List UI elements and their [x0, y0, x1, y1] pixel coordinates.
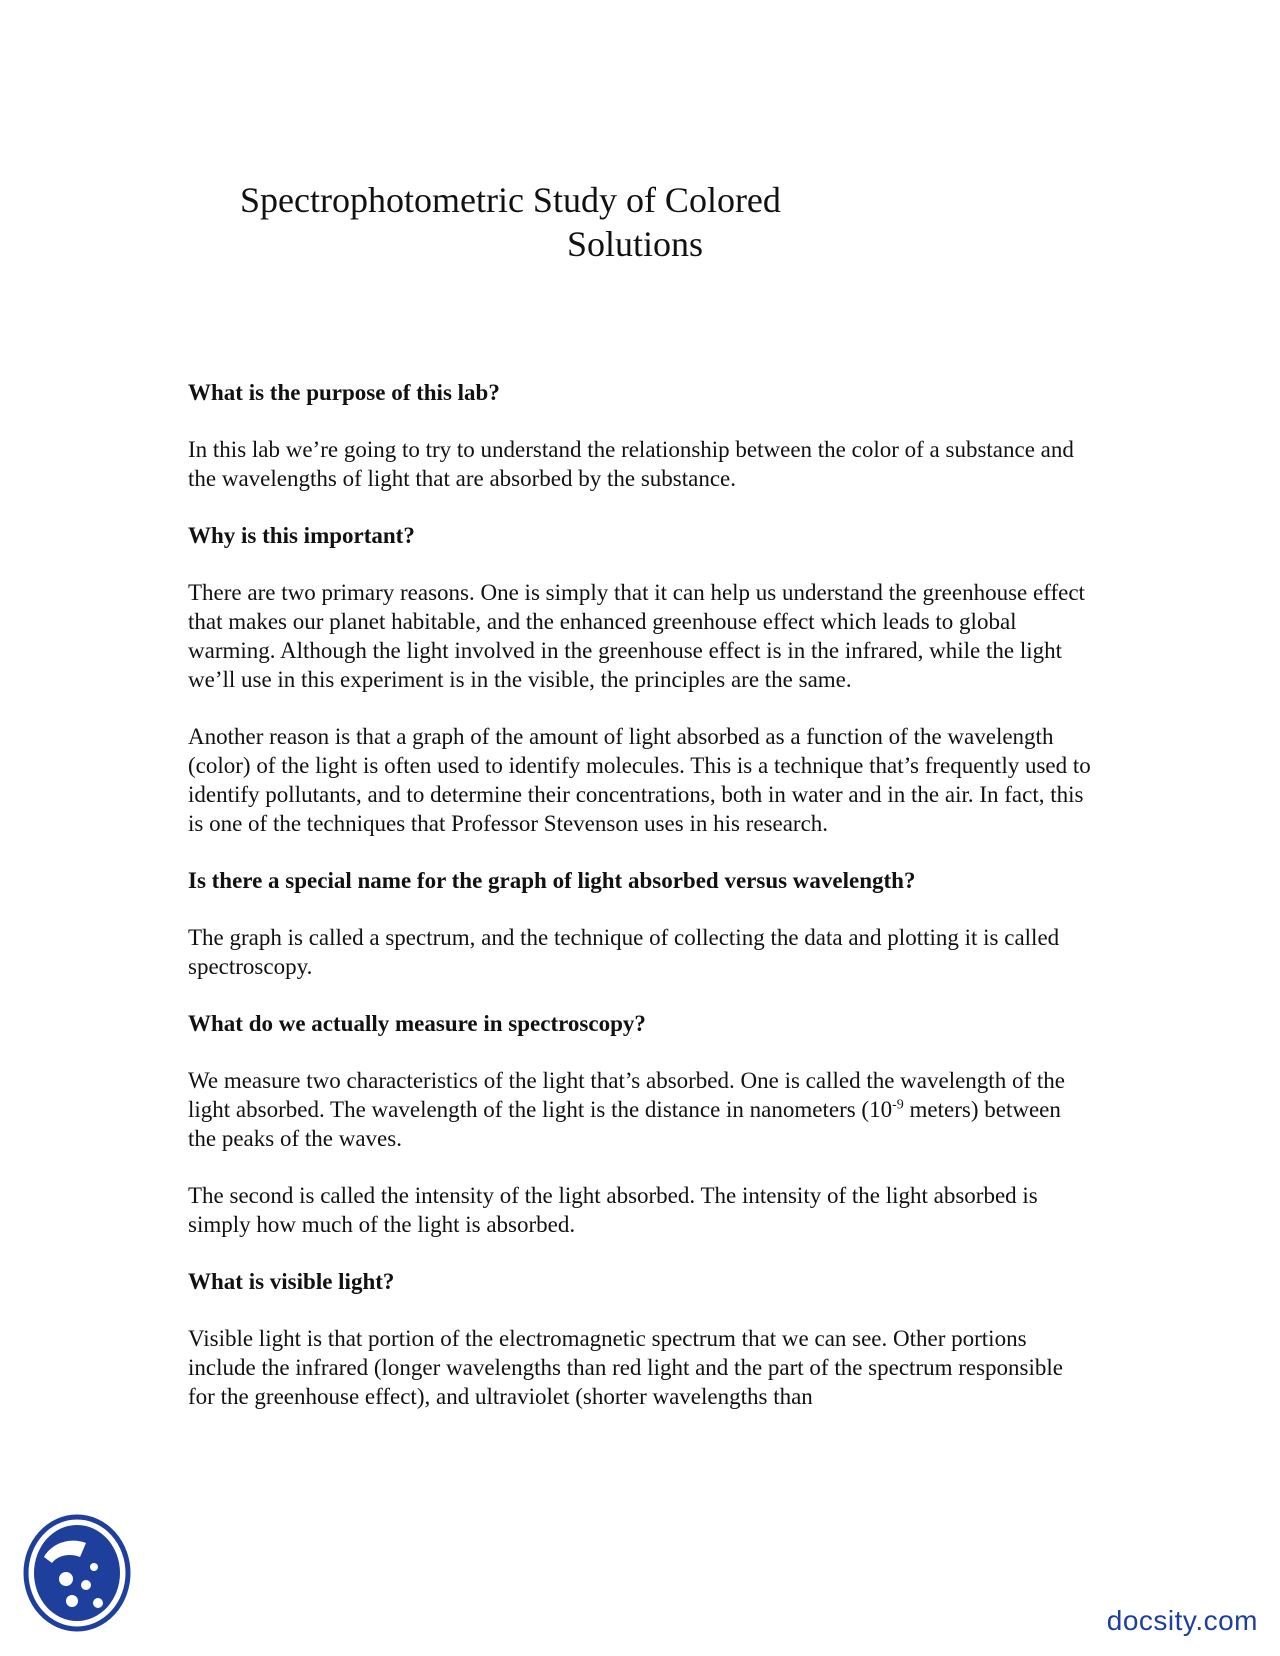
docsity-brand-text[interactable]: docsity.com [1106, 1605, 1258, 1636]
paragraph-wavelength [188, 1066, 1093, 1153]
title-line-1: Spectrophotometric Study of Colored [240, 180, 781, 220]
document-title [240, 178, 880, 266]
wavelength-text-b: meters) between the peaks of the waves. [188, 1097, 1061, 1151]
section-heading-spectrum-name: Is there a special name for the graph of light absorbed versus wavelength? [188, 868, 916, 893]
wavelength-text-a: We measure two characteristics of the light that’s absorbed. One is called the wavelength of the light absorbed. The wavelength of the light is the distance in nanometers (10 [188, 1068, 1065, 1122]
exponent-superscript: -9 [892, 1097, 904, 1113]
paragraph-another-reason: Another reason is that a graph of the amount of light absorbed as a function of the wavelength (color) of the light is often used to identify molecules. This is a technique that’s frequently used to identify pollutants, and to determine their concentrations, both in water and in the air. In fact, this is one of the techniques that Professor Stevenson uses in his research. [188, 724, 1091, 836]
docsity-logo-icon [22, 1513, 132, 1633]
title-line-2: Solutions [567, 224, 704, 264]
section-heading-importance: Why is this important? [188, 523, 415, 548]
document-body [188, 378, 1093, 1439]
section-heading-visible-light: What is visible light? [188, 1269, 395, 1294]
section-heading-measure: What do we actually measure in spectroscopy? [188, 1011, 646, 1036]
paragraph-reasons: There are two primary reasons. One is simply that it can help us understand the greenhouse effect that makes our planet habitable, and the enhanced greenhouse effect which leads to global warming. Although the light involved in the greenhouse effect is in the infrared, while the light we’ll use in this experiment is in the visible, the principles are the same. [188, 580, 1085, 692]
paragraph-purpose: In this lab we’re going to try to understand the relationship between the color of a substance and the wavelengths of light that are absorbed by the substance. [188, 437, 1074, 491]
paragraph-intensity: The second is called the intensity of the light absorbed. The intensity of the light absorbed is simply how much of the light is absorbed. [188, 1183, 1038, 1237]
paragraph-spectrum: The graph is called a spectrum, and the technique of collecting the data and plotting it is called spectroscopy. [188, 925, 1060, 979]
section-heading-purpose: What is the purpose of this lab? [188, 380, 500, 405]
paragraph-visible-light: Visible light is that portion of the electromagnetic spectrum that we can see. Other portions include the infrared (longer wavelengths than red light and the part of the spectrum responsible for the greenhouse effect), and ultraviolet (shorter wavelengths than [188, 1326, 1063, 1409]
